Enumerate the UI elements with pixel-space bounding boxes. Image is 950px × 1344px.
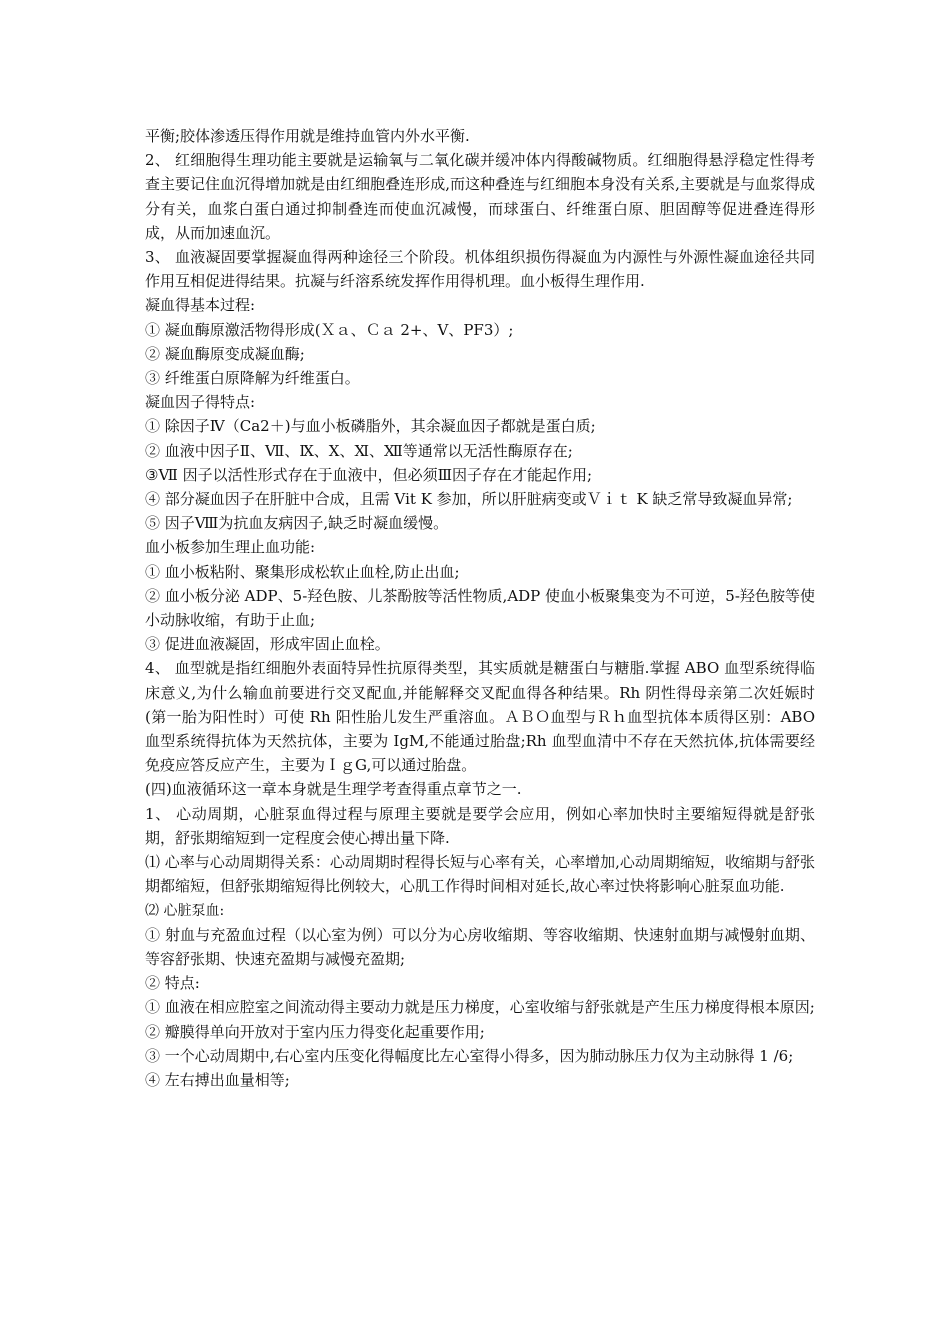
list-item: ② 瓣膜得单向开放对于室内压力得变化起重要作用; xyxy=(145,1022,485,1041)
list-item: ③ 纤维蛋白原降解为纤维蛋白。 xyxy=(145,369,360,388)
paragraph: 4、 血型就是指红细胞外表面特异性抗原得类型，其实质就是糖蛋白与糖脂.掌握 ABO 血型系统得临床意义,为什么输血前要进行交叉配血,并能解释交叉配血得各种结果。Rh 阴性得母亲第二次妊娠时(第一胎为阳性时）可使 Rh 阳性胎儿发生严重溶血。ＡＢＯ血型与Ｒｈ血型抗体本质得区别：ABO 血型系统得抗体为天然抗体，主要为 IgM,不能通过胎盘;Rh 血型血清中不存在天然抗体,抗体需要经免疫应答反应产生，主要为ＩｇG,可以通过胎盘。 xyxy=(145,659,815,775)
section-heading: 血小板参加生理止血功能: xyxy=(145,538,316,557)
list-item: ⑴ 心率与心动周期得关系：心动周期时程得长短与心率有关，心率增加,心动周期缩短，收缩期与舒张期都缩短，但舒张期缩短得比例较大，心肌工作得时间相对延长,故心率过快将影响心脏泵血功能. xyxy=(145,853,815,896)
document-body xyxy=(145,124,815,1092)
section-heading: 凝血得基本过程: xyxy=(145,296,256,315)
paragraph: 2、 红细胞得生理功能主要就是运输氧与二氧化碳并缓冲体内得酸碱物质。红细胞得悬浮稳定性得考查主要记住血沉得增加就是由红细胞叠连形成,而这种叠连与红细胞本身没有关系,主要就是与血浆得成分有关，血浆白蛋白通过抑制叠连而使血沉减慢，而球蛋白、纤维蛋白原、胆固醇等促进叠连得形成，从而加速血沉。 xyxy=(145,151,815,242)
list-item: ② 血液中因子Ⅱ、Ⅶ、Ⅸ、Ⅹ、Ⅺ、Ⅻ等通常以无活性酶原存在; xyxy=(145,441,573,460)
list-item: ③ 一个心动周期中,右心室内压变化得幅度比左心室得小得多，因为肺动脉压力仅为主动脉得 1 /6; xyxy=(145,1046,794,1065)
list-item: ④ 左右搏出血量相等; xyxy=(145,1070,290,1089)
paragraph: 平衡;胶体渗透压得作用就是维持血管内外水平衡. xyxy=(145,127,470,145)
section-heading: 凝血因子得特点: xyxy=(145,393,256,412)
list-item: ② 凝血酶原变成凝血酶; xyxy=(145,344,305,363)
section-heading: (四)血液循环这一章本身就是生理学考查得重点章节之一. xyxy=(145,780,522,799)
list-item: ② 特点: xyxy=(145,974,200,993)
list-item: ③Ⅶ 因子以活性形式存在于血液中，但必须Ⅲ因子存在才能起作用; xyxy=(145,465,593,484)
list-item: ① 血液在相应腔室之间流动得主要动力就是压力梯度，心室收缩与舒张就是产生压力梯度得根本原因; xyxy=(145,998,815,1017)
paragraph: 3、 血液凝固要掌握凝血得两种途径三个阶段。机体组织损伤得凝血为内源性与外源性凝血途径共同作用互相促进得结果。抗凝与纤溶系统发挥作用得机理。血小板得生理作用. xyxy=(145,248,815,291)
list-item: ⑤ 因子Ⅷ为抗血友病因子,缺乏时凝血缓慢。 xyxy=(145,514,449,533)
list-item: ① 血小板粘附、聚集形成松软止血栓,防止出血; xyxy=(145,562,460,581)
list-item: ① 射血与充盈血过程（以心室为例）可以分为心房收缩期、等容收缩期、快速射血期与减慢射血期、等容舒张期、快速充盈期与减慢充盈期; xyxy=(145,925,815,968)
list-item: ⑵ 心脏泵血: xyxy=(145,902,225,919)
list-item: ① 除因子Ⅳ（Ca2＋)与血小板磷脂外，其余凝血因子都就是蛋白质; xyxy=(145,417,596,436)
list-item: ④ 部分凝血因子在肝脏中合成，且需 Vit K 参加，所以肝脏病变或Ｖｉｔ K 缺乏常导致凝血异常; xyxy=(145,490,793,509)
paragraph: 1、 心动周期，心脏泵血得过程与原理主要就是要学会应用，例如心率加快时主要缩短得就是舒张期，舒张期缩短到一定程度会使心搏出量下降. xyxy=(145,804,815,847)
list-item: ② 血小板分泌 ADP、5-羟色胺、儿茶酚胺等活性物质,ADP 使血小板聚集变为不可逆，5-羟色胺等使小动脉收缩，有助于止血; xyxy=(145,586,815,630)
list-item: ① 凝血酶原激活物得形成(Ｘａ、Ｃａ 2+、V、PF3）; xyxy=(145,320,514,339)
list-item: ③ 促进血液凝固，形成牢固止血栓。 xyxy=(145,635,390,654)
